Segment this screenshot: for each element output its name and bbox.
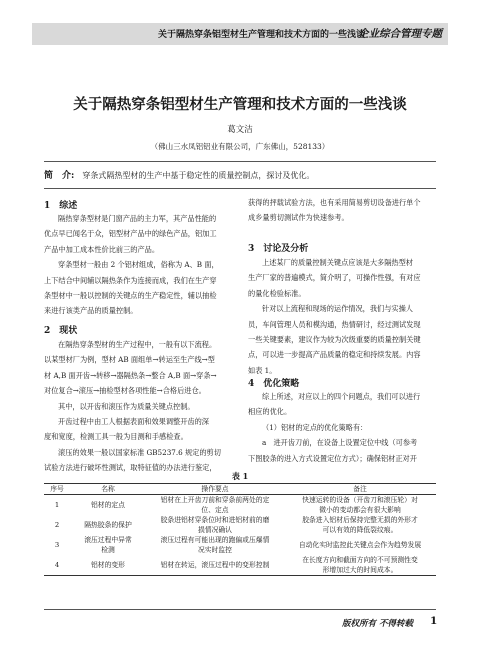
paragraph-line: 一些关键要素，建议作为较为次级重要的质量控制关键 [248,335,421,345]
abstract-bottom-rule [44,188,436,189]
paragraph-line: 来进行该类产品的质量控制。 [44,306,138,316]
column-header: 序号 [44,484,70,495]
abstract-text: 穿条式隔热型材的生产中基于稳定性的质量控制点，探讨及优化。 [82,171,315,180]
table-cell: 隔热胶条的保护 [84,521,132,529]
paragraph-line: 产品中加工成本性价比前三的产品。 [44,244,160,254]
copyright-notice: 版权所有 不得转载 [342,619,413,629]
table-row [44,555,436,576]
column-header: 操作要点 [146,484,284,495]
table-caption: 表 1 [231,471,249,481]
cell-line: 位、定点 [201,506,229,514]
section-body [248,255,436,378]
paragraph-line: 隔热穿条型材是门窗产品的主力军，其产品性能的 [58,214,217,223]
page-number: 1 [430,615,438,627]
paragraph-line: 生产厂家的普遍模式，简介明了，可操作性强，有对应 [248,273,421,283]
cell-line: 胶条进入铝材后保持完整无损的外形才 [302,516,418,524]
paragraph-line: 在隔热穿条型材的生产过程中，一般有以下流程。 [58,340,217,349]
table-cell [146,515,284,535]
abstract-label: 简 介: [44,171,75,181]
table-cell [146,495,284,516]
section-body [44,337,232,476]
paragraph-line: （1）铝材的定点的优化策略有： [262,422,368,432]
section-heading: 1 综述 [44,201,78,211]
paragraph-line: 滚压的效果一般以国家标准 GB5237.6 规定的剪切 [58,447,221,457]
paragraph-line: 上下结合中间辅以隔热条作为连接而成，我们在生产穿 [44,275,217,285]
cell-line: 快速运转的设备（开齿刀和滚压轮）对 [302,496,418,504]
cell-line: 形增加过大的时间成本。 [322,566,398,574]
column-header: 名称 [70,484,146,495]
section-heading: 2 现状 [44,326,78,336]
table-cell [284,535,436,555]
table-cell: 铝材在转运，滚压过程中的变形控制 [146,555,284,576]
paragraph-line: 条型材中一般以控制的关键点的生产稳定性，辅以抽检 [44,291,217,301]
table-cell: 铝材的变形 [70,555,146,576]
table-cell [284,515,436,535]
paragraph-line: 点，可以进一步提高产品质量的稳定和持续发展。内容 [248,350,421,360]
abstract [44,168,314,181]
journal-section-label: 企业综合管理专题 [358,28,442,40]
paragraph-line: 上述某厂的质量控制关键点应该是大多隔热型材 [262,258,413,267]
article-title: 关于隔热穿条铝型材生产管理和技术方面的一些浅谈 [73,96,407,113]
paragraph-line: 综上所述，对应以上的四个问题点，我们可以进行 [262,392,421,401]
table-cell: 4 [44,555,70,576]
section-body [44,211,232,319]
paragraph-line: 优点早已闻名于众，铝型材产品中的绿色产品，铝加工 [44,229,217,239]
section-body [248,389,436,466]
section-body [248,195,436,226]
paragraph-line: 针对以上流程和现场的运作情况，我们与实操人 [262,304,413,314]
running-header-title: 关于隔热穿条铝型材生产管理和技术方面的一些浅谈 [158,30,366,40]
table-row [44,495,436,516]
table-cell: 3 [54,541,60,549]
paragraph-line: 如表 1。 [248,365,277,375]
paragraph-line: 材 A,B 面开齿→转移→器隔热条→整合 A,B 面→穿条→ [44,370,217,380]
paragraph-line: 获得的抨载试验方法，也有采用简易剪切设备进行单个 [248,198,421,207]
table-cell: 2 [54,521,60,529]
paragraph-line: 试验方法进行破坏性测试，取特征值的办法进行鉴定， [44,463,217,473]
cell-line: 滚压过程有可能出现的跑偏或压爆情 [160,536,270,544]
cell-line: 可以有效的降低裂纹痕。 [322,526,398,534]
table-cell [284,555,436,576]
paragraph-line: 下图胶条的进入方式设置定位方式）；确保铝材正对开 [248,453,417,463]
paragraph-line: a 进开齿刀前，在设备上设置定位中线（可参考 [262,438,418,448]
cell-line: 胶条进铝材穿条位时和进铝材前的磨 [160,516,270,524]
paragraph-line: 的量化检验标准。 [248,288,306,298]
paragraph-line: 对位复合→滚压→抽检型材各项性能→合格后进仓。 [44,386,206,396]
footer-rule [44,609,436,610]
affiliation: （佛山三水凤铝铝业有限公司，广东佛山，528133） [150,142,330,151]
column-header: 备注 [284,484,436,495]
cell-line: 自动化实时监控此关键点会作为趋势发展 [298,541,422,549]
section-heading: 4 优化策略 [248,379,300,389]
table-cell: 铝材的定点 [91,501,125,509]
paragraph-line: 穿条型材一般由 2 个铝材组成，俗称为 A、B 面， [58,260,219,270]
cell-line: 损情况确认 [198,526,232,534]
paragraph-line: 度和宽度，检测工具一般为目测和手感检查。 [44,432,188,442]
cell-line: 检测 [101,546,115,554]
abstract-top-rule [44,161,436,162]
table-cell [146,535,284,555]
paragraph-line: 其中，以开齿和滚压作为质量关键点控制。 [58,401,195,411]
author: 葛文洁 [227,125,253,135]
cell-line: 微小的变动都会有很大影响 [319,506,401,514]
table-cell [284,495,436,516]
paragraph-line: 相应的优化。 [248,407,292,417]
cell-line: 在长度方向和截面方向的不可预测性变 [302,556,418,564]
table-cell: 1 [54,501,60,509]
data-table [44,483,436,576]
cell-line: 铝材在上开齿刀前和穿条前两处的定 [160,496,270,504]
table-row [44,515,436,535]
table-row [44,535,436,555]
table-cell [70,535,146,555]
section-heading: 3 讨论及分析 [248,244,309,254]
table-header-row [44,484,436,495]
cell-line: 滚压过程中异常 [84,536,132,544]
cell-line: 况实时监控 [198,546,232,554]
paragraph-line: 员，车间管理人员和模沟通，热情研讨，经过测试发现 [248,319,421,329]
paragraph-line: 成乡量剪切测试作为快速参考。 [248,213,349,223]
paragraph-line: 以某型材厂为例，型材 AB 面组单→转运至生产线→型 [44,355,215,365]
paragraph-line: 开齿过程中由工人根据表面和效果调整开齿的深 [58,417,209,427]
